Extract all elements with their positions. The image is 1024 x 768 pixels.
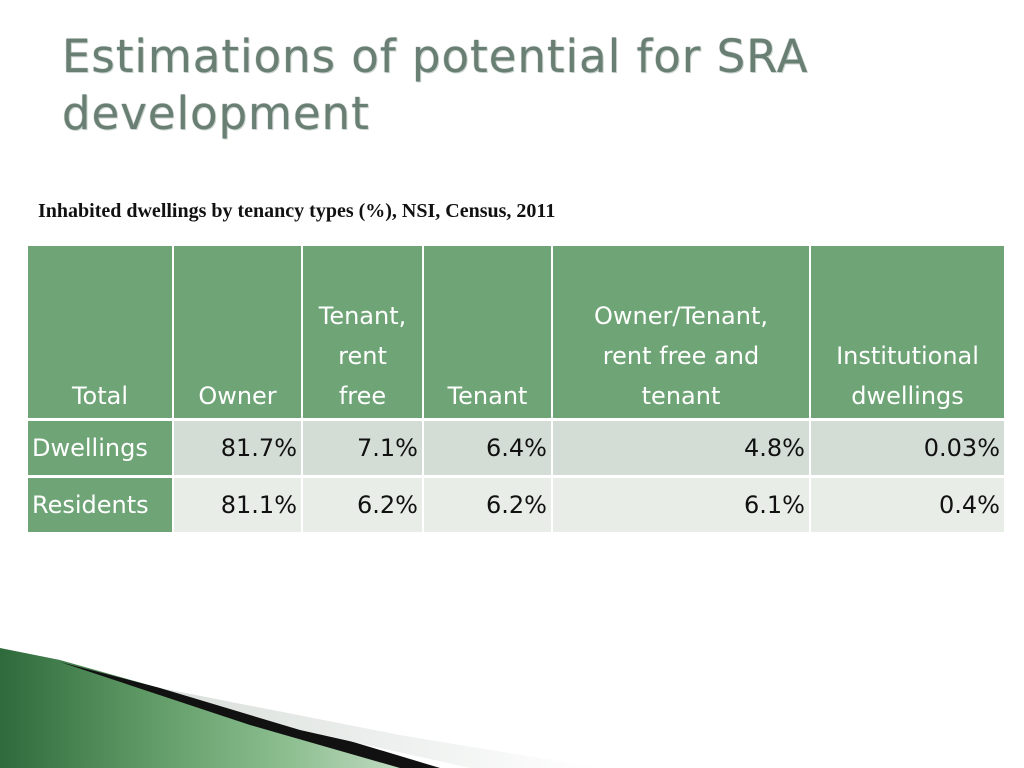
table-cell: 0.4% xyxy=(810,477,1004,533)
header-total: Total xyxy=(28,246,173,420)
header-line: Institutional xyxy=(836,342,979,370)
table-header-row xyxy=(28,246,1004,420)
header-line: Tenant, xyxy=(318,302,407,330)
header-institutional xyxy=(810,246,1004,420)
header-line: dwellings xyxy=(851,382,964,410)
green-swoosh-shape xyxy=(0,648,420,768)
table-cell: 6.2% xyxy=(423,477,552,533)
table-row-residents xyxy=(28,477,1004,533)
slide-title xyxy=(62,28,962,142)
header-line: rent xyxy=(338,342,387,370)
header-line: free xyxy=(338,382,387,410)
header-line: rent free and xyxy=(602,342,760,370)
table-cell: 4.8% xyxy=(552,420,810,477)
slide-title-line-1: Estimations of potential for SRA xyxy=(62,30,809,83)
row-label: Residents xyxy=(28,477,173,533)
black-swoosh-shape xyxy=(60,662,440,768)
table-cell: 81.1% xyxy=(173,477,302,533)
table-cell: 81.7% xyxy=(173,420,302,477)
header-owner-tenant xyxy=(552,246,810,420)
table-cell: 6.4% xyxy=(423,420,552,477)
grey-swoosh-shape xyxy=(160,688,600,768)
slide-title-line-2: development xyxy=(62,87,370,140)
header-owner: Owner xyxy=(173,246,302,420)
header-line: Owner/Tenant, xyxy=(594,302,768,330)
table-caption: Inhabited dwellings by tenancy types (%), NSI, Census, 2011 xyxy=(38,200,556,222)
tenancy-table xyxy=(28,246,1004,532)
table-cell: 7.1% xyxy=(302,420,423,477)
table-cell: 6.1% xyxy=(552,477,810,533)
header-tenant-rent-free xyxy=(302,246,423,420)
header-tenant: Tenant xyxy=(423,246,552,420)
row-label: Dwellings xyxy=(28,420,173,477)
table-cell: 6.2% xyxy=(302,477,423,533)
table-row-dwellings xyxy=(28,420,1004,477)
table-cell: 0.03% xyxy=(810,420,1004,477)
header-line: tenant xyxy=(641,382,721,410)
